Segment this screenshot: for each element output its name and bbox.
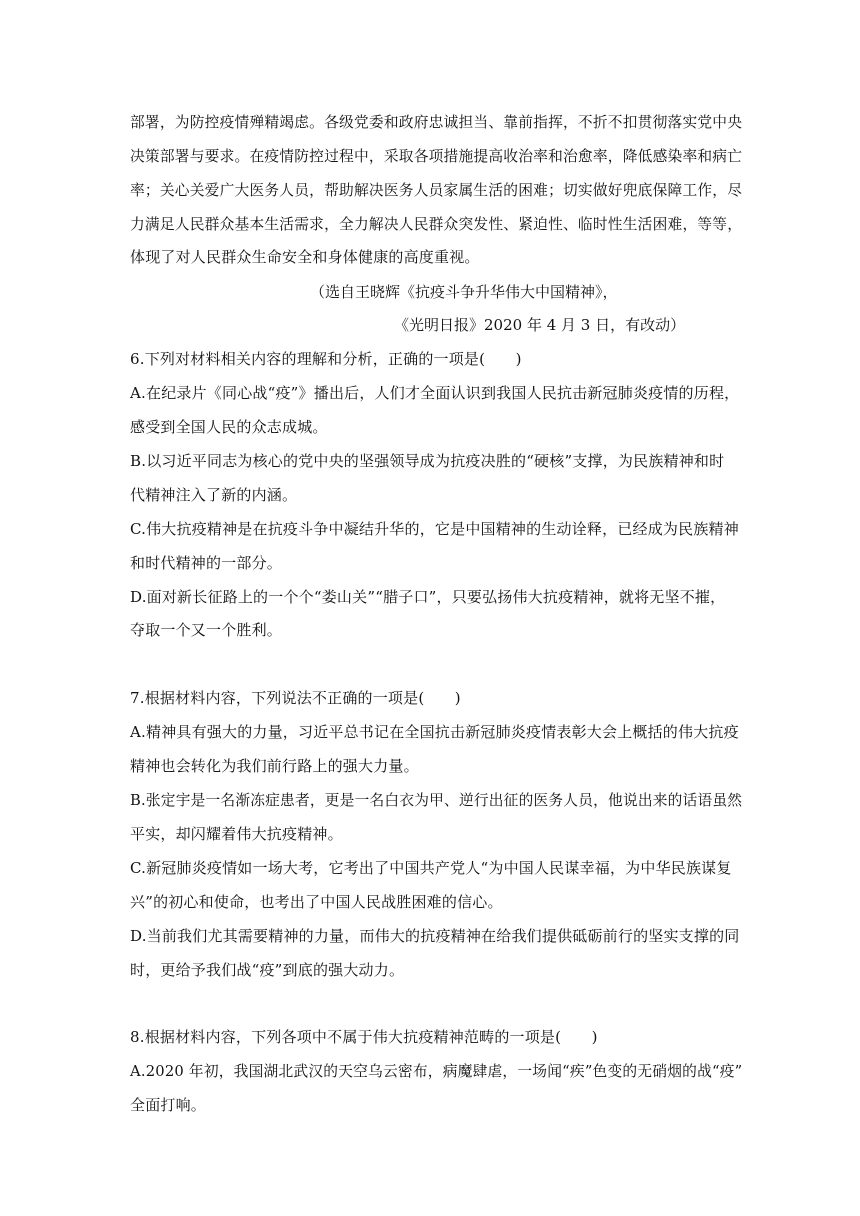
question-7-stem: 7.根据材料内容，下列说法不正确的一项是( ): [130, 689, 461, 707]
passage-line: 决策部署与要求。在疫情防控过程中，采取各项措施提高收治率和治愈率，降低感染率和病亡: [130, 147, 743, 165]
question-6-option-a: A.在纪录片《同心战“疫”》播出后，人们才全面认识到我国人民抗击新冠肺炎疫情的历程，: [130, 384, 740, 402]
question-8-stem: 8.根据材料内容，下列各项中不属于伟大抗疫精神范畴的一项是( ): [130, 1028, 598, 1046]
question-6-option-c-cont: 和时代精神的一部分。: [130, 554, 283, 572]
question-6-option-c: C.伟大抗疫精神是在抗疫斗争中凝结升华的，它是中国精神的生动诠释，已经成为民族精神: [130, 520, 739, 538]
passage-line: 率；关心关爱广大医务人员，帮助解决医务人员家属生活的困难；切实做好兜底保障工作，尽: [130, 181, 743, 199]
question-8-option-a-cont: 全面打响。: [130, 1096, 207, 1114]
passage-line: 体现了对人民群众生命安全和身体健康的高度重视。: [130, 248, 480, 266]
question-6-option-d-cont: 夺取一个又一个胜利。: [130, 621, 283, 639]
source-citation-line2: 《光明日报》2020 年 4 月 3 日，有改动）: [394, 316, 686, 334]
question-6-option-a-cont: 感受到全国人民的众志成城。: [130, 418, 328, 436]
question-8-option-a: A.2020 年初，我国湖北武汉的天空乌云密布，病魔肆虐，一场闻“疾”色变的无硝烟的战“疫”: [130, 1062, 743, 1080]
question-6-option-b-cont: 代精神注入了新的内涵。: [130, 486, 298, 504]
question-7-option-c-cont: 兴”的初心和使命，也考出了中国人民战胜困难的信心。: [130, 893, 503, 911]
question-6-option-d: D.面对新长征路上的一个个“娄山关”“腊子口”，只要弘扬伟大抗疫精神，就将无坚不摧，: [130, 588, 726, 606]
question-7-option-a-cont: 精神也会转化为我们前行路上的强大力量。: [130, 757, 419, 775]
passage-line: 部署，为防控疫情殚精竭虑。各级党委和政府忠诚担当、靠前指挥，不折不扣贯彻落实党中央: [130, 113, 743, 131]
question-7-option-d-cont: 时，更给予我们战“疫”到底的强大动力。: [130, 961, 405, 979]
question-7-option-b: B.张定宇是一名渐冻症患者，更是一名白衣为甲、逆行出征的医务人员，他说出来的话语虽然: [130, 791, 743, 809]
question-6-option-b: B.以习近平同志为核心的党中央的坚强领导成为抗疫决胜的“硬核”支撑，为民族精神和时: [130, 452, 725, 470]
passage-line: 力满足人民群众基本生活需求，全力解决人民群众突发性、紧迫性、临时性生活困难，等等，: [130, 215, 743, 233]
question-6-stem: 6.下列对材料相关内容的理解和分析，正确的一项是( ): [130, 350, 522, 368]
question-7-option-b-cont: 平实，却闪耀着伟大抗疫精神。: [130, 825, 343, 843]
question-7-option-c: C.新冠肺炎疫情如一场大考，它考出了中国共产党人“为中国人民谋幸福，为中华民族谋复: [130, 859, 732, 877]
source-citation-line1: （选自王晓辉《抗疫斗争升华伟大中国精神》，: [310, 283, 618, 301]
question-7-option-a: A.精神具有强大的力量，习近平总书记在全国抗击新冠肺炎疫情表彰大会上概括的伟大抗疫: [130, 723, 739, 741]
question-7-option-d: D.当前我们尤其需要精神的力量，而伟大的抗疫精神在给我们提供砥砺前行的坚实支撑的同: [130, 927, 740, 945]
